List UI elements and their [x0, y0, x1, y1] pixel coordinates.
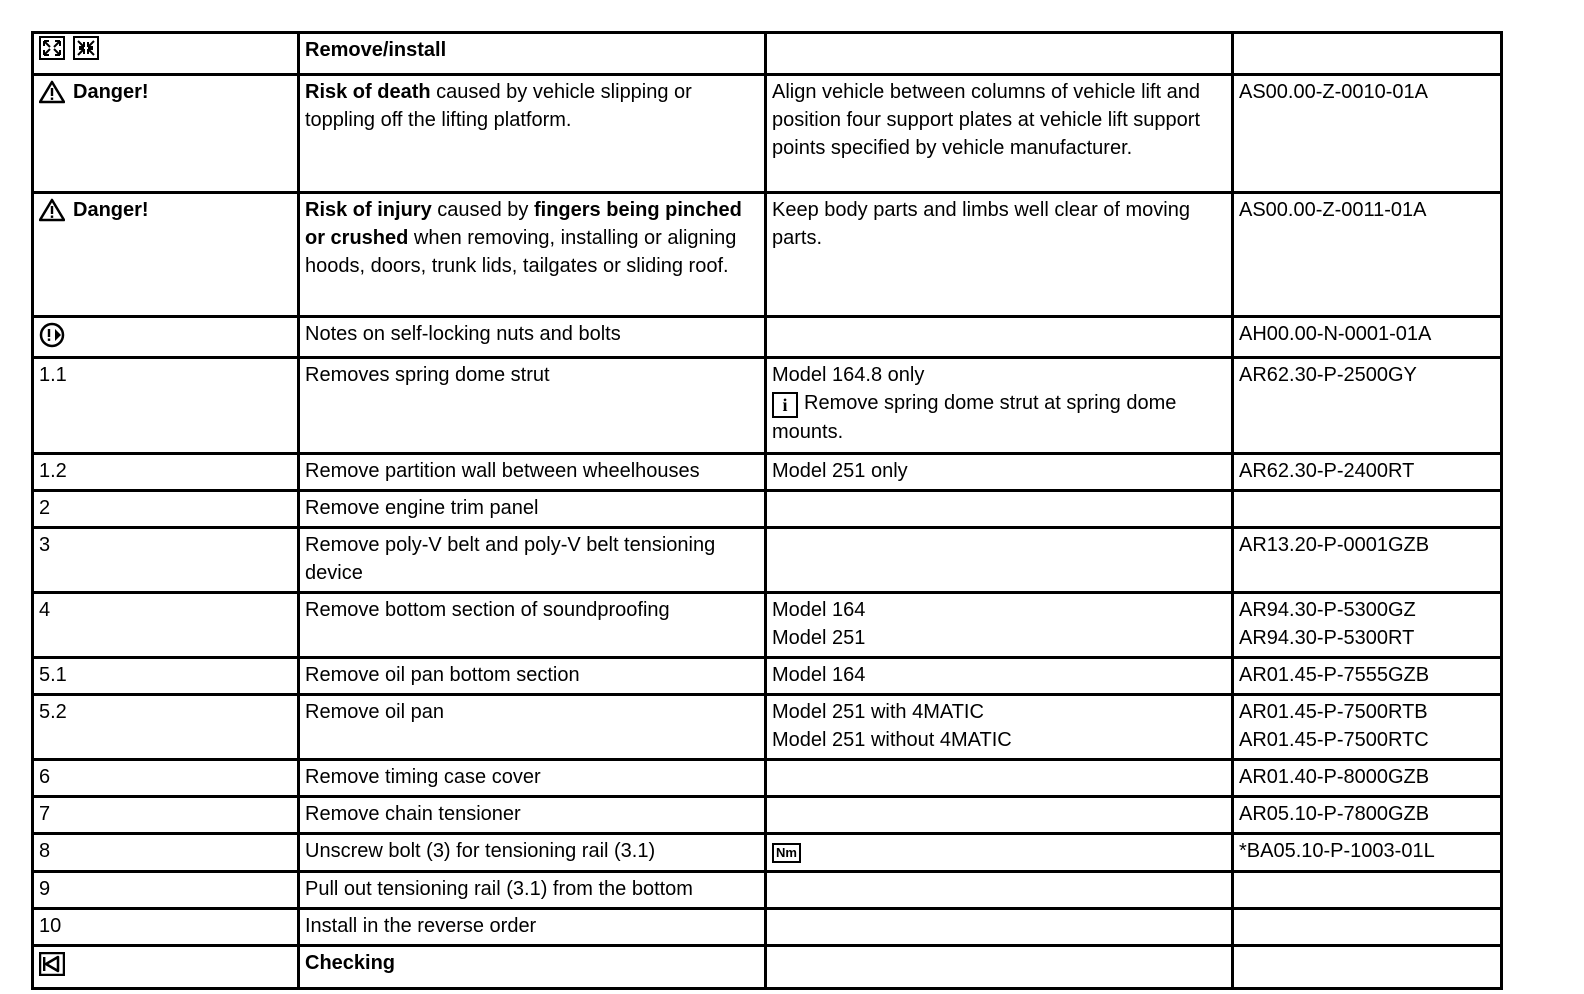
step-number: [33, 909, 299, 946]
step-text-cell: [299, 658, 766, 695]
reference-code: AR94.30-P-5300GZ: [1239, 599, 1416, 621]
reference-code: AR94.30-P-5300RT: [1239, 627, 1415, 649]
step-text: Pull out tensioning rail (3.1) from the bottom: [305, 878, 693, 900]
note-text-cell: [299, 317, 766, 358]
step-number: [33, 760, 299, 797]
step-row: [33, 593, 1502, 658]
step-detail: Model 251: [772, 627, 866, 649]
step-text-cell: [299, 454, 766, 491]
step-text-cell: [299, 834, 766, 872]
header-empty-cell: [766, 33, 1233, 75]
header-operation: [299, 33, 766, 75]
checking-empty-cell: [1233, 946, 1502, 989]
step-number-text: 1.1: [39, 364, 67, 386]
step-detail-cell: [766, 909, 1233, 946]
step-text: Removes spring dome strut: [305, 364, 550, 386]
step-row: [33, 528, 1502, 593]
danger-remedy-cell: [766, 193, 1233, 317]
step-ref-cell: [1233, 358, 1502, 454]
step-detail: Model 251 only: [772, 460, 908, 482]
step-text-cell: [299, 358, 766, 454]
step-row: [33, 358, 1502, 454]
step-number: [33, 491, 299, 528]
check-flag-icon: [39, 952, 65, 976]
step-row: [33, 695, 1502, 760]
header-icon-cell: [33, 33, 299, 75]
step-text-cell: [299, 491, 766, 528]
step-detail-cell: [766, 528, 1233, 593]
step-number: [33, 528, 299, 593]
step-detail-cell: [766, 454, 1233, 491]
step-ref-cell: [1233, 593, 1502, 658]
danger-label-cell: [33, 193, 299, 317]
note-row: [33, 317, 1502, 358]
danger-label: Danger!: [73, 199, 149, 221]
step-ref-cell: [1233, 491, 1502, 528]
reference-code: AS00.00-Z-0011-01A: [1239, 199, 1427, 221]
note-text: Notes on self-locking nuts and bolts: [305, 323, 621, 345]
step-text-cell: [299, 593, 766, 658]
danger-risk-cell: [299, 193, 766, 317]
step-detail-cell: [766, 658, 1233, 695]
step-ref-cell: [1233, 872, 1502, 909]
reference-code: AR05.10-P-7800GZB: [1239, 803, 1430, 825]
step-number-text: 8: [39, 840, 51, 862]
step-text: Unscrew bolt (3) for tensioning rail (3.1): [305, 840, 656, 862]
header-row: [33, 33, 1502, 75]
header-empty-cell: [1233, 33, 1502, 75]
step-row: [33, 797, 1502, 834]
step-number: [33, 695, 299, 760]
reference-code: AR62.30-P-2400RT: [1239, 460, 1415, 482]
step-text: Remove oil pan: [305, 701, 444, 723]
step-number-text: 1.2: [39, 460, 67, 482]
step-ref-cell: [1233, 658, 1502, 695]
step-number-text: 3: [39, 534, 51, 556]
reference-code: AR62.30-P-2500GY: [1239, 364, 1417, 386]
operation-title: Remove/install: [305, 39, 447, 61]
reference-code: AR13.20-P-0001GZB: [1239, 534, 1430, 556]
danger-remedy-cell: [766, 75, 1233, 193]
step-ref-cell: [1233, 528, 1502, 593]
step-number-text: 9: [39, 878, 51, 900]
step-row: [33, 834, 1502, 872]
step-number: [33, 358, 299, 454]
step-ref-cell: [1233, 760, 1502, 797]
checking-row: [33, 946, 1502, 989]
step-number-text: 5.1: [39, 664, 67, 686]
checking-empty-cell: [766, 946, 1233, 989]
reference-code: AR01.40-P-8000GZB: [1239, 766, 1430, 788]
reference-code: *BA05.10-P-1003-01L: [1239, 840, 1435, 862]
step-ref-cell: [1233, 454, 1502, 491]
step-number: [33, 872, 299, 909]
danger-ref-cell: [1233, 193, 1502, 317]
step-row: [33, 454, 1502, 491]
step-number-text: 6: [39, 766, 51, 788]
reference-code: AR01.45-P-7500RTC: [1239, 729, 1429, 751]
step-ref-cell: [1233, 909, 1502, 946]
remedy-text: Align vehicle between columns of vehicle lift and position four support plates at vehicle lift support points specified by vehicle manufacturer.: [772, 81, 1201, 159]
remedy-text: Keep body parts and limbs well clear of moving parts.: [772, 199, 1190, 249]
note-icon-cell: [33, 317, 299, 358]
step-text: Install in the reverse order: [305, 915, 537, 937]
step-text-cell: [299, 760, 766, 797]
step-detail: Model 251 without 4MATIC: [772, 729, 1012, 751]
step-text: Remove chain tensioner: [305, 803, 521, 825]
step-detail-cell: [766, 358, 1233, 454]
step-text-cell: [299, 695, 766, 760]
step-detail: Model 251 with 4MATIC: [772, 701, 984, 723]
step-number-text: 2: [39, 497, 51, 519]
step-ref-cell: [1233, 797, 1502, 834]
step-detail-cell: [766, 834, 1233, 872]
checking-icon-cell: [33, 946, 299, 989]
procedure-table: [31, 31, 1503, 990]
danger-label: Danger!: [73, 81, 149, 103]
step-detail-cell: [766, 872, 1233, 909]
step-detail-cell: [766, 593, 1233, 658]
step-row: [33, 872, 1502, 909]
step-number-text: 5.2: [39, 701, 67, 723]
step-text: Remove engine trim panel: [305, 497, 539, 519]
warning-triangle-icon: [39, 80, 65, 104]
step-number-text: 4: [39, 599, 51, 621]
step-text: Remove timing case cover: [305, 766, 541, 788]
step-ref-cell: [1233, 834, 1502, 872]
step-text-cell: [299, 528, 766, 593]
step-detail: Model 164: [772, 599, 866, 621]
step-text-cell: [299, 797, 766, 834]
risk-text: caused by: [431, 199, 534, 221]
checking-label-cell: [299, 946, 766, 989]
remove-icon: [39, 36, 65, 60]
danger-row: [33, 193, 1502, 317]
reference-code: AR01.45-P-7500RTB: [1239, 701, 1428, 723]
step-detail-cell: [766, 695, 1233, 760]
step-row: [33, 491, 1502, 528]
step-number: [33, 797, 299, 834]
danger-label-cell: [33, 75, 299, 193]
danger-ref-cell: [1233, 75, 1502, 193]
torque-badge-icon: Nm: [772, 843, 801, 863]
danger-row: [33, 75, 1502, 193]
risk-heading: Risk of injury: [305, 199, 432, 221]
danger-risk-cell: [299, 75, 766, 193]
checking-title: Checking: [305, 952, 396, 974]
info-box-icon: i: [772, 392, 798, 418]
step-number: [33, 658, 299, 695]
step-number: [33, 593, 299, 658]
step-row: [33, 909, 1502, 946]
step-text: Remove partition wall between wheelhouses: [305, 460, 700, 482]
risk-text: when removing, installing or aligning hoods, doors, trunk lids, tailgates or sliding roof.: [305, 227, 737, 277]
step-text-cell: [299, 909, 766, 946]
reference-code: AH00.00-N-0001-01A: [1239, 323, 1432, 345]
note-empty-cell: [766, 317, 1233, 358]
risk-heading: Risk of death: [305, 81, 431, 103]
note-circle-icon: [39, 322, 65, 348]
step-detail: Model 164: [772, 664, 866, 686]
step-number: [33, 834, 299, 872]
step-text-cell: [299, 872, 766, 909]
reference-code: AS00.00-Z-0010-01A: [1239, 81, 1429, 103]
risk-text: caused by vehicle slipping or toppling off the lifting platform.: [305, 81, 692, 131]
info-text: Remove spring dome strut at spring dome mounts.: [772, 392, 1177, 443]
install-icon: [73, 36, 99, 60]
step-ref-cell: [1233, 695, 1502, 760]
step-text: Remove poly-V belt and poly-V belt tensioning device: [305, 534, 716, 584]
step-detail: Model 164.8 only: [772, 364, 925, 386]
reference-code: AR01.45-P-7555GZB: [1239, 664, 1430, 686]
step-row: [33, 658, 1502, 695]
step-text: Remove oil pan bottom section: [305, 664, 580, 686]
step-text: Remove bottom section of soundproofing: [305, 599, 670, 621]
warning-triangle-icon: [39, 198, 65, 222]
risk-emphasis: fingers being pinched or crushed: [305, 199, 742, 249]
step-detail-cell: [766, 491, 1233, 528]
step-number-text: 10: [39, 915, 62, 937]
step-number-text: 7: [39, 803, 51, 825]
step-row: [33, 760, 1502, 797]
step-number: [33, 454, 299, 491]
step-detail-cell: [766, 797, 1233, 834]
note-ref-cell: [1233, 317, 1502, 358]
step-detail-cell: [766, 760, 1233, 797]
